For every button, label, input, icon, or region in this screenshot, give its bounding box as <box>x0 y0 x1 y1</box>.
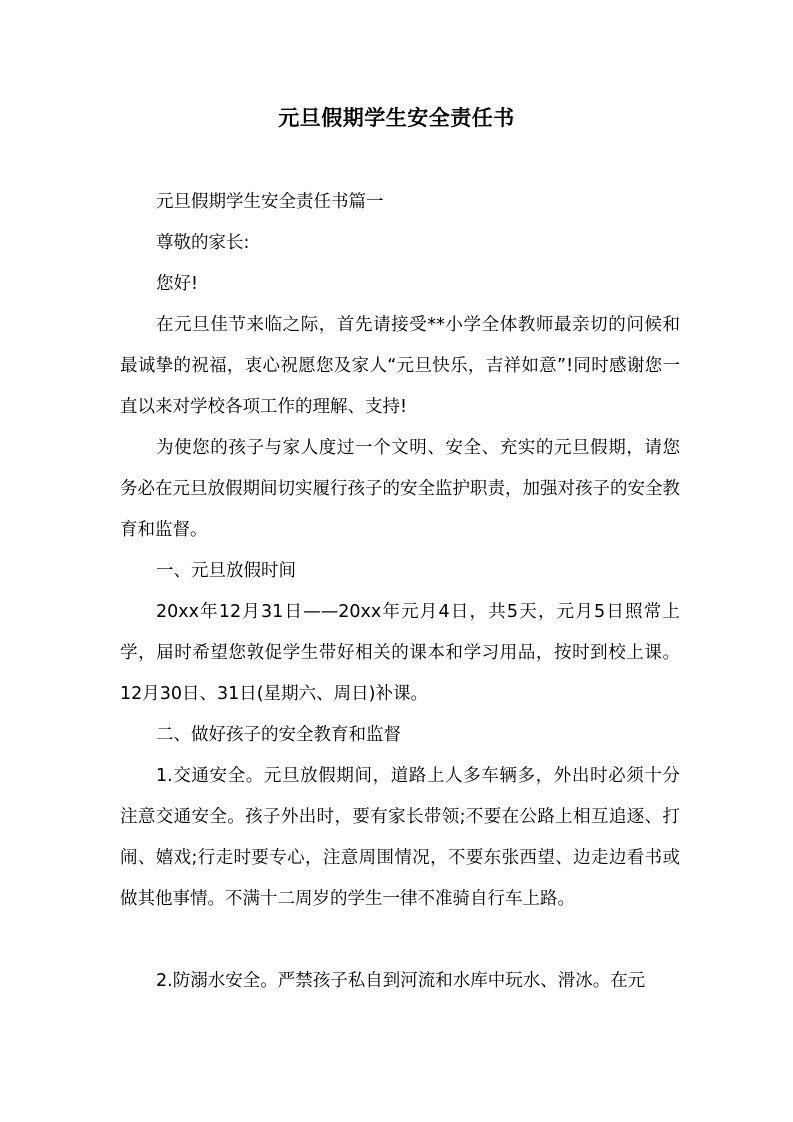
section-heading: 元旦假期学生安全责任书篇一 <box>156 192 384 212</box>
document-body <box>120 182 680 1002</box>
greeting: 您好! <box>156 274 199 294</box>
paragraph-drowning-safety: 2.防溺水安全。严禁孩子私自到河流和水库中玩水、滑冰。在元 <box>156 971 646 991</box>
salutation: 尊敬的家长: <box>156 233 250 253</box>
heading-holiday-time: 一、元旦放假时间 <box>156 561 296 581</box>
paragraph-purpose: 为使您的孩子与家人度过一个文明、安全、充实的元旦假期，请您务必在元旦放假期间切实履行孩子的安全监护职责，加强对孩子的安全教育和监督。 <box>120 438 680 540</box>
paragraph-traffic-safety: 1.交通安全。元旦放假期间，道路上人多车辆多，外出时必须十分注意交通安全。孩子外出时，要有家长带领;不要在公路上相互追逐、打闹、嬉戏;行走时要专心，注意周围情况，不要东张西望、边走边看书或做其他事情。不满十二周岁的学生一律不准骑自行车上路。 <box>120 766 680 909</box>
paragraph-holiday-dates: 20xx年12月31日——20xx年元月4日，共5天，元月5日照常上学，届时希望您敦促学生带好相关的课本和学习用品，按时到校上课。12月30日、31日(星期六、周日)补课。 <box>120 602 680 704</box>
paragraph-intro: 在元旦佳节来临之际，首先请接受**小学全体教师最亲切的问候和最诚挚的祝福，衷心祝愿您及家人“元旦快乐，吉祥如意”!同时感谢您一直以来对学校各项工作的理解、支持! <box>120 315 680 417</box>
heading-safety-education: 二、做好孩子的安全教育和监督 <box>156 725 401 745</box>
document-title: 元旦假期学生安全责任书 <box>278 106 515 130</box>
